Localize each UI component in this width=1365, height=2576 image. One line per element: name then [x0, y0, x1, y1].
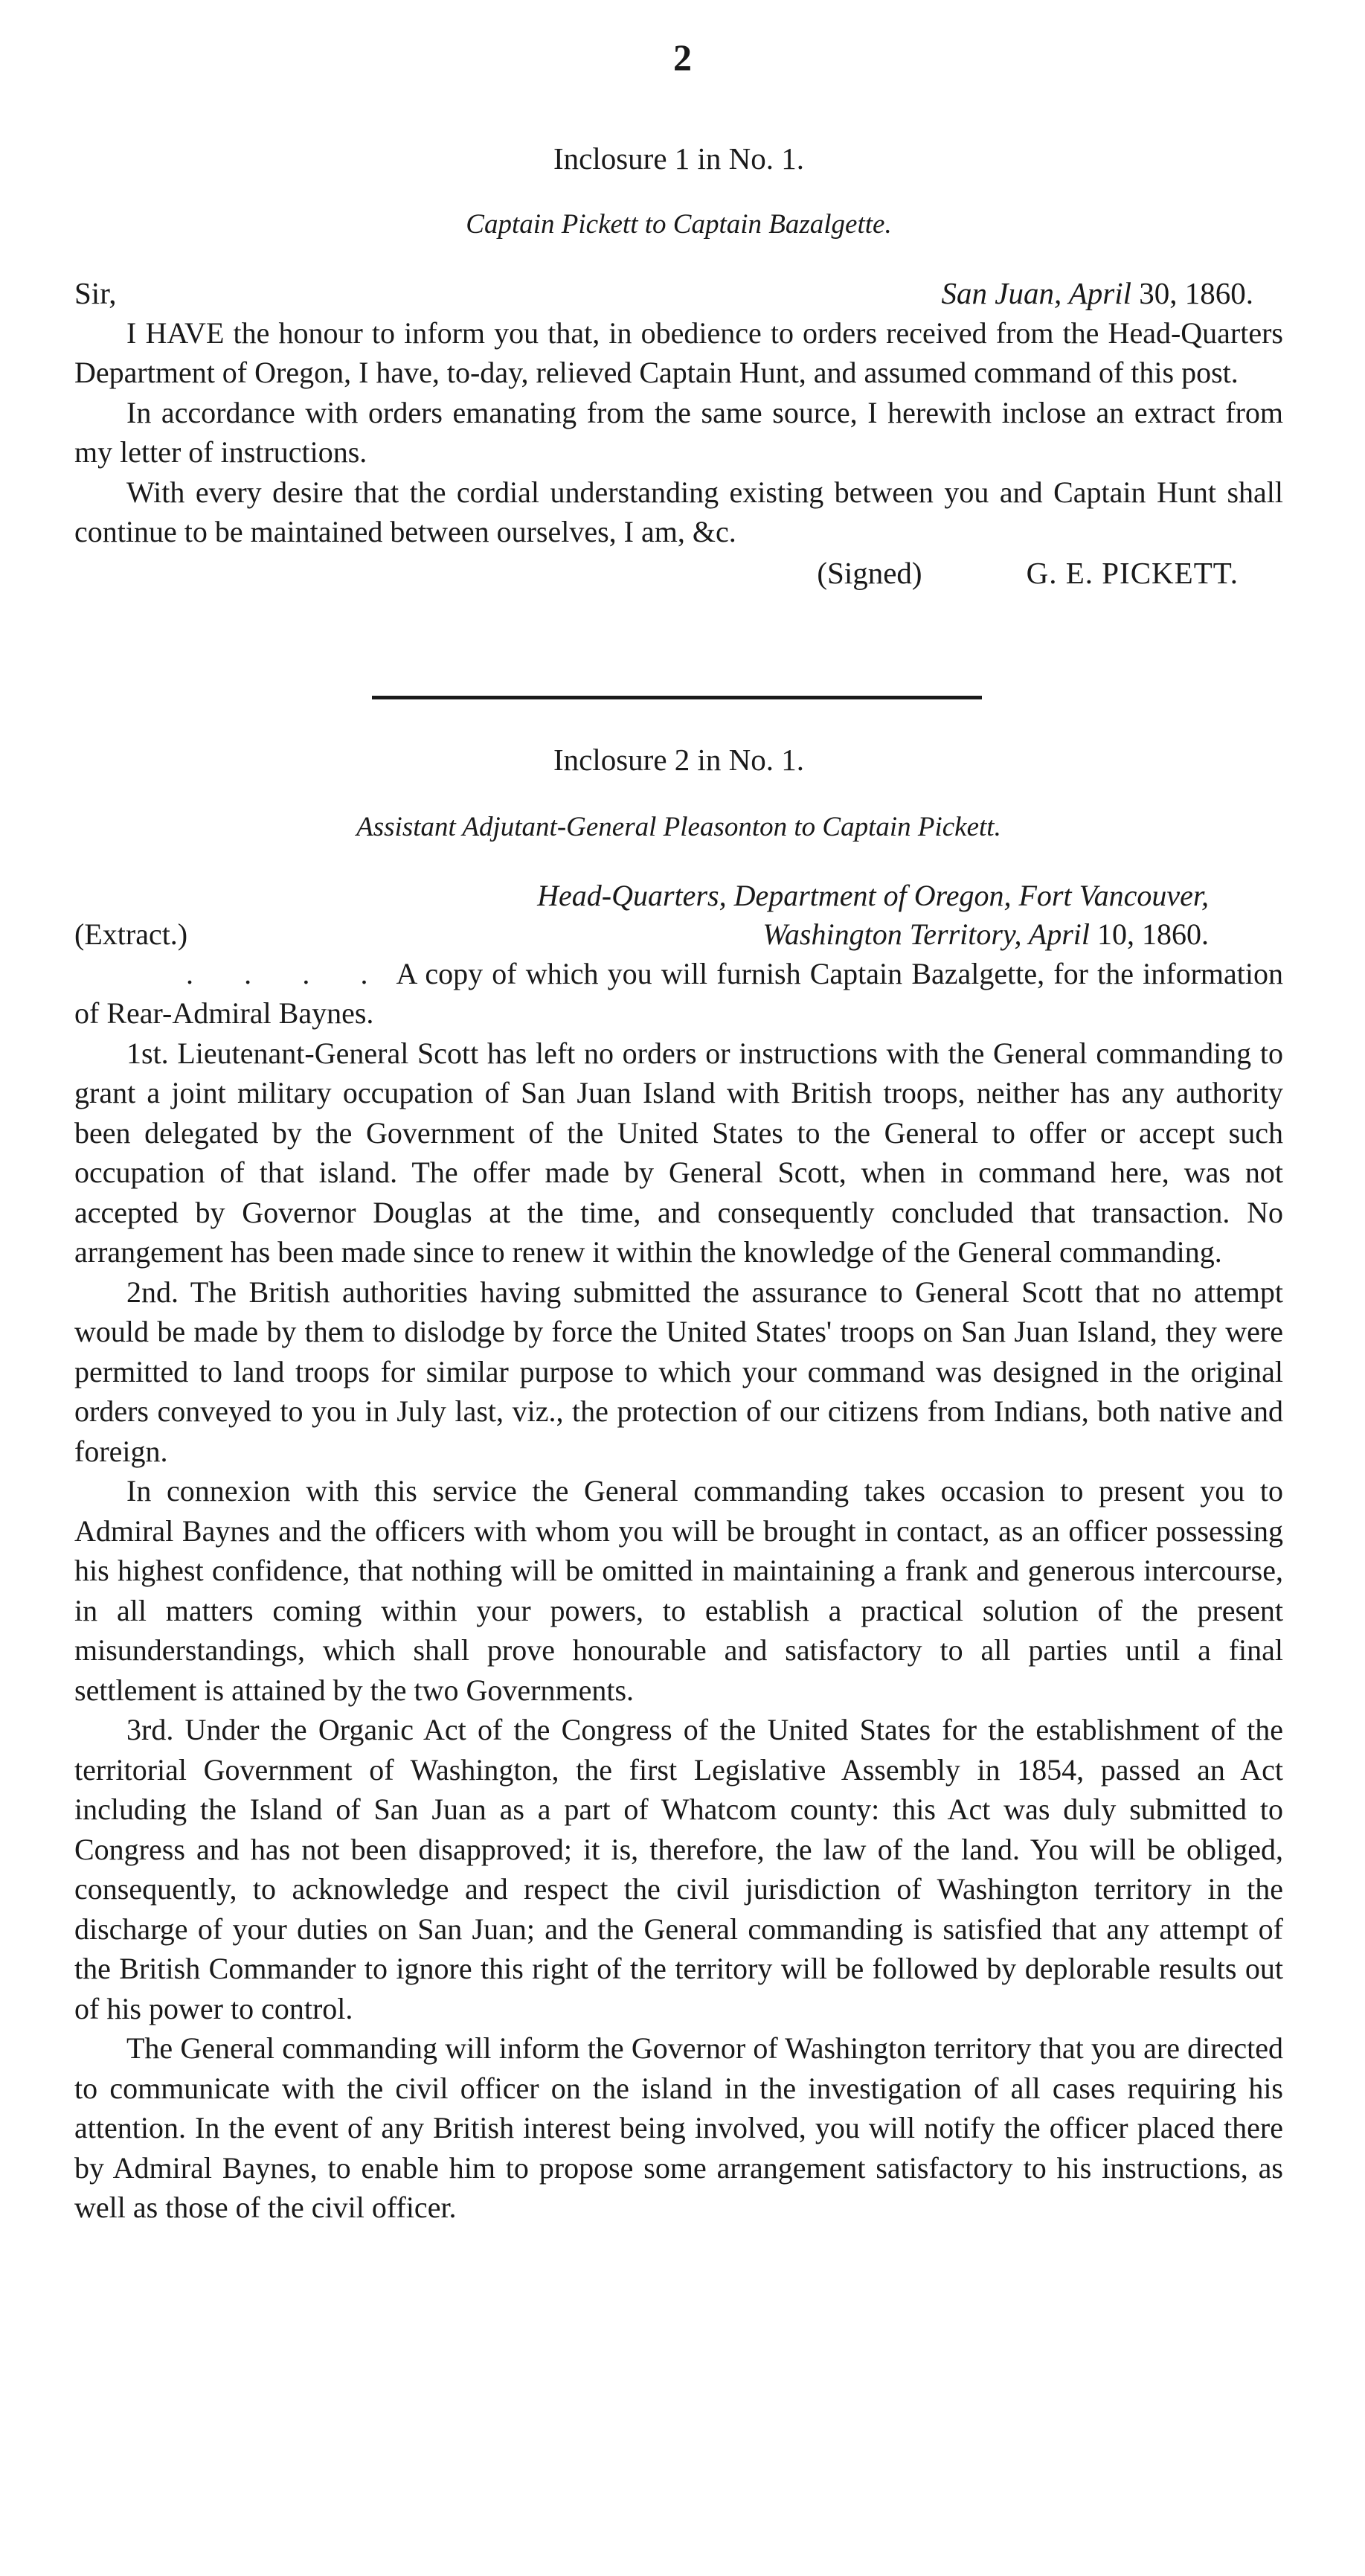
hq-line-2-date: 10, 1860.: [1097, 917, 1209, 951]
lead-paragraph: [74, 954, 1283, 1034]
inclosure-1-heading: Inclosure 1 in No. 1.: [553, 141, 805, 176]
page-number: 2: [673, 36, 692, 78]
paragraph: In connexion with this service the General commanding takes occasion to present you to Admiral Baynes and the officers with whom you will be brought in contact, as an officer possessing his highest confidence, that nothing will be omitted in maintaining a frank and generous intercourse, in all matters coming within your powers, to establish a practical solution of the present misunderstandings, which shall prove honourable and satisfactory to all parties until a final settlement is attained by the two Governments.: [74, 1474, 1283, 1707]
signature-line: [74, 554, 1283, 593]
paragraph: In accordance with orders emanating from the same source, I herewith inclose an extract from my letter of instructions.: [74, 395, 1283, 470]
paragraph: With every desire that the cordial understanding existing between you and Captain Hunt shall continue to be maintained between ourselves, I am, &c.: [74, 475, 1283, 549]
paragraph: 1st. Lieutenant-General Scott has left no orders or instructions with the General commanding to grant a joint military occupation of San Juan Island with British troops, neither has any authority been delegated by the Government of the United States to the General to offer or accept such occupation of that island. The offer made by General Scott, when in command here, was not accepted by Governor Douglas at the time, and consequently concluded that transaction. No arrangement has been made since to renew it within the knowledge of the General commanding.: [74, 1036, 1283, 1269]
inclosure-2-section: [74, 699, 1283, 2228]
ellipsis-dots: . . . .: [186, 956, 389, 990]
inclosure-2-body: [74, 954, 1283, 2228]
salutation: Sir,: [74, 275, 117, 310]
inclosure-2-heading: Inclosure 2 in No. 1.: [553, 743, 805, 777]
inclosure-1-subheading: Captain Pickett to Captain Bazalgette.: [466, 209, 892, 240]
extract-label: (Extract.): [74, 917, 188, 951]
paragraph: The General commanding will inform the Governor of Washington territory that you are directed to communicate with the civil officer on the island in the investigation of all cases requiring his attention. In the event of any British interest being involved, you will notify the officer placed there by Admiral Baynes, to enable him to propose some arrangement satisfactory to his instructions, as well as those of the civil officer.: [74, 2031, 1283, 2225]
signer-name: G. E. PICKETT.: [1026, 555, 1239, 590]
paragraph: 2nd. The British authorities having submitted the assurance to General Scott that no attempt would be made by them to dislodge by force the United States' troops on San Juan Island, they were permitted to land troops for similar purpose to which your command was designed in the original orders conveyed to you in July last, viz., the protection of our citizens from Indians, both native and foreign.: [74, 1275, 1283, 1468]
hq-line-2: [537, 915, 1209, 954]
lead-text: A copy of which you will furnish Captain Bazalgette, for the information of Rear-Admiral Baynes.: [74, 956, 1283, 1031]
paragraph: 3rd. Under the Organic Act of the Congress of the United States for the establishment of the territorial Government of Washington, the first Legislative Assembly in 1854, passed an Act including the Island of San Juan as a part of Whatcom county: this Act was duly submitted to Congress and has not been disapproved; it is, therefore, the law of the land. You will be obliged, consequently, to acknowledge and respect the civil jurisdiction of Washington territory in the discharge of your duties on San Juan; and the General commanding is satisfied that any attempt of the British Commander to ignore this right of the territory will be followed by deplorable results out of his power to control.: [74, 1713, 1283, 2025]
dateline-date: 30, 1860.: [1139, 275, 1253, 310]
signed-label: (Signed): [817, 555, 922, 590]
inclosure-2-subheading: Assistant Adjutant-General Pleasonton to Captain Pickett.: [356, 812, 1001, 843]
inclosure-1-body: [74, 313, 1283, 552]
hq-line-1: Head-Quarters, Department of Oregon, Fort Vancouver,: [537, 878, 1209, 912]
inclosure-1-section: [74, 134, 1283, 593]
hq-line-2-place: Washington Territory, April: [762, 917, 1090, 951]
salutation-row: [74, 274, 1283, 313]
paragraph: I HAVE the honour to inform you that, in obedience to orders received from the Head-Quarters Department of Oregon, I have, to-day, relieved Captain Hunt, and assumed command of this post.: [74, 315, 1283, 390]
dateline-place: San Juan, April: [941, 275, 1131, 310]
headquarters-address: [537, 877, 1209, 954]
dateline: [942, 274, 1254, 313]
headquarters-block: [74, 877, 1283, 954]
